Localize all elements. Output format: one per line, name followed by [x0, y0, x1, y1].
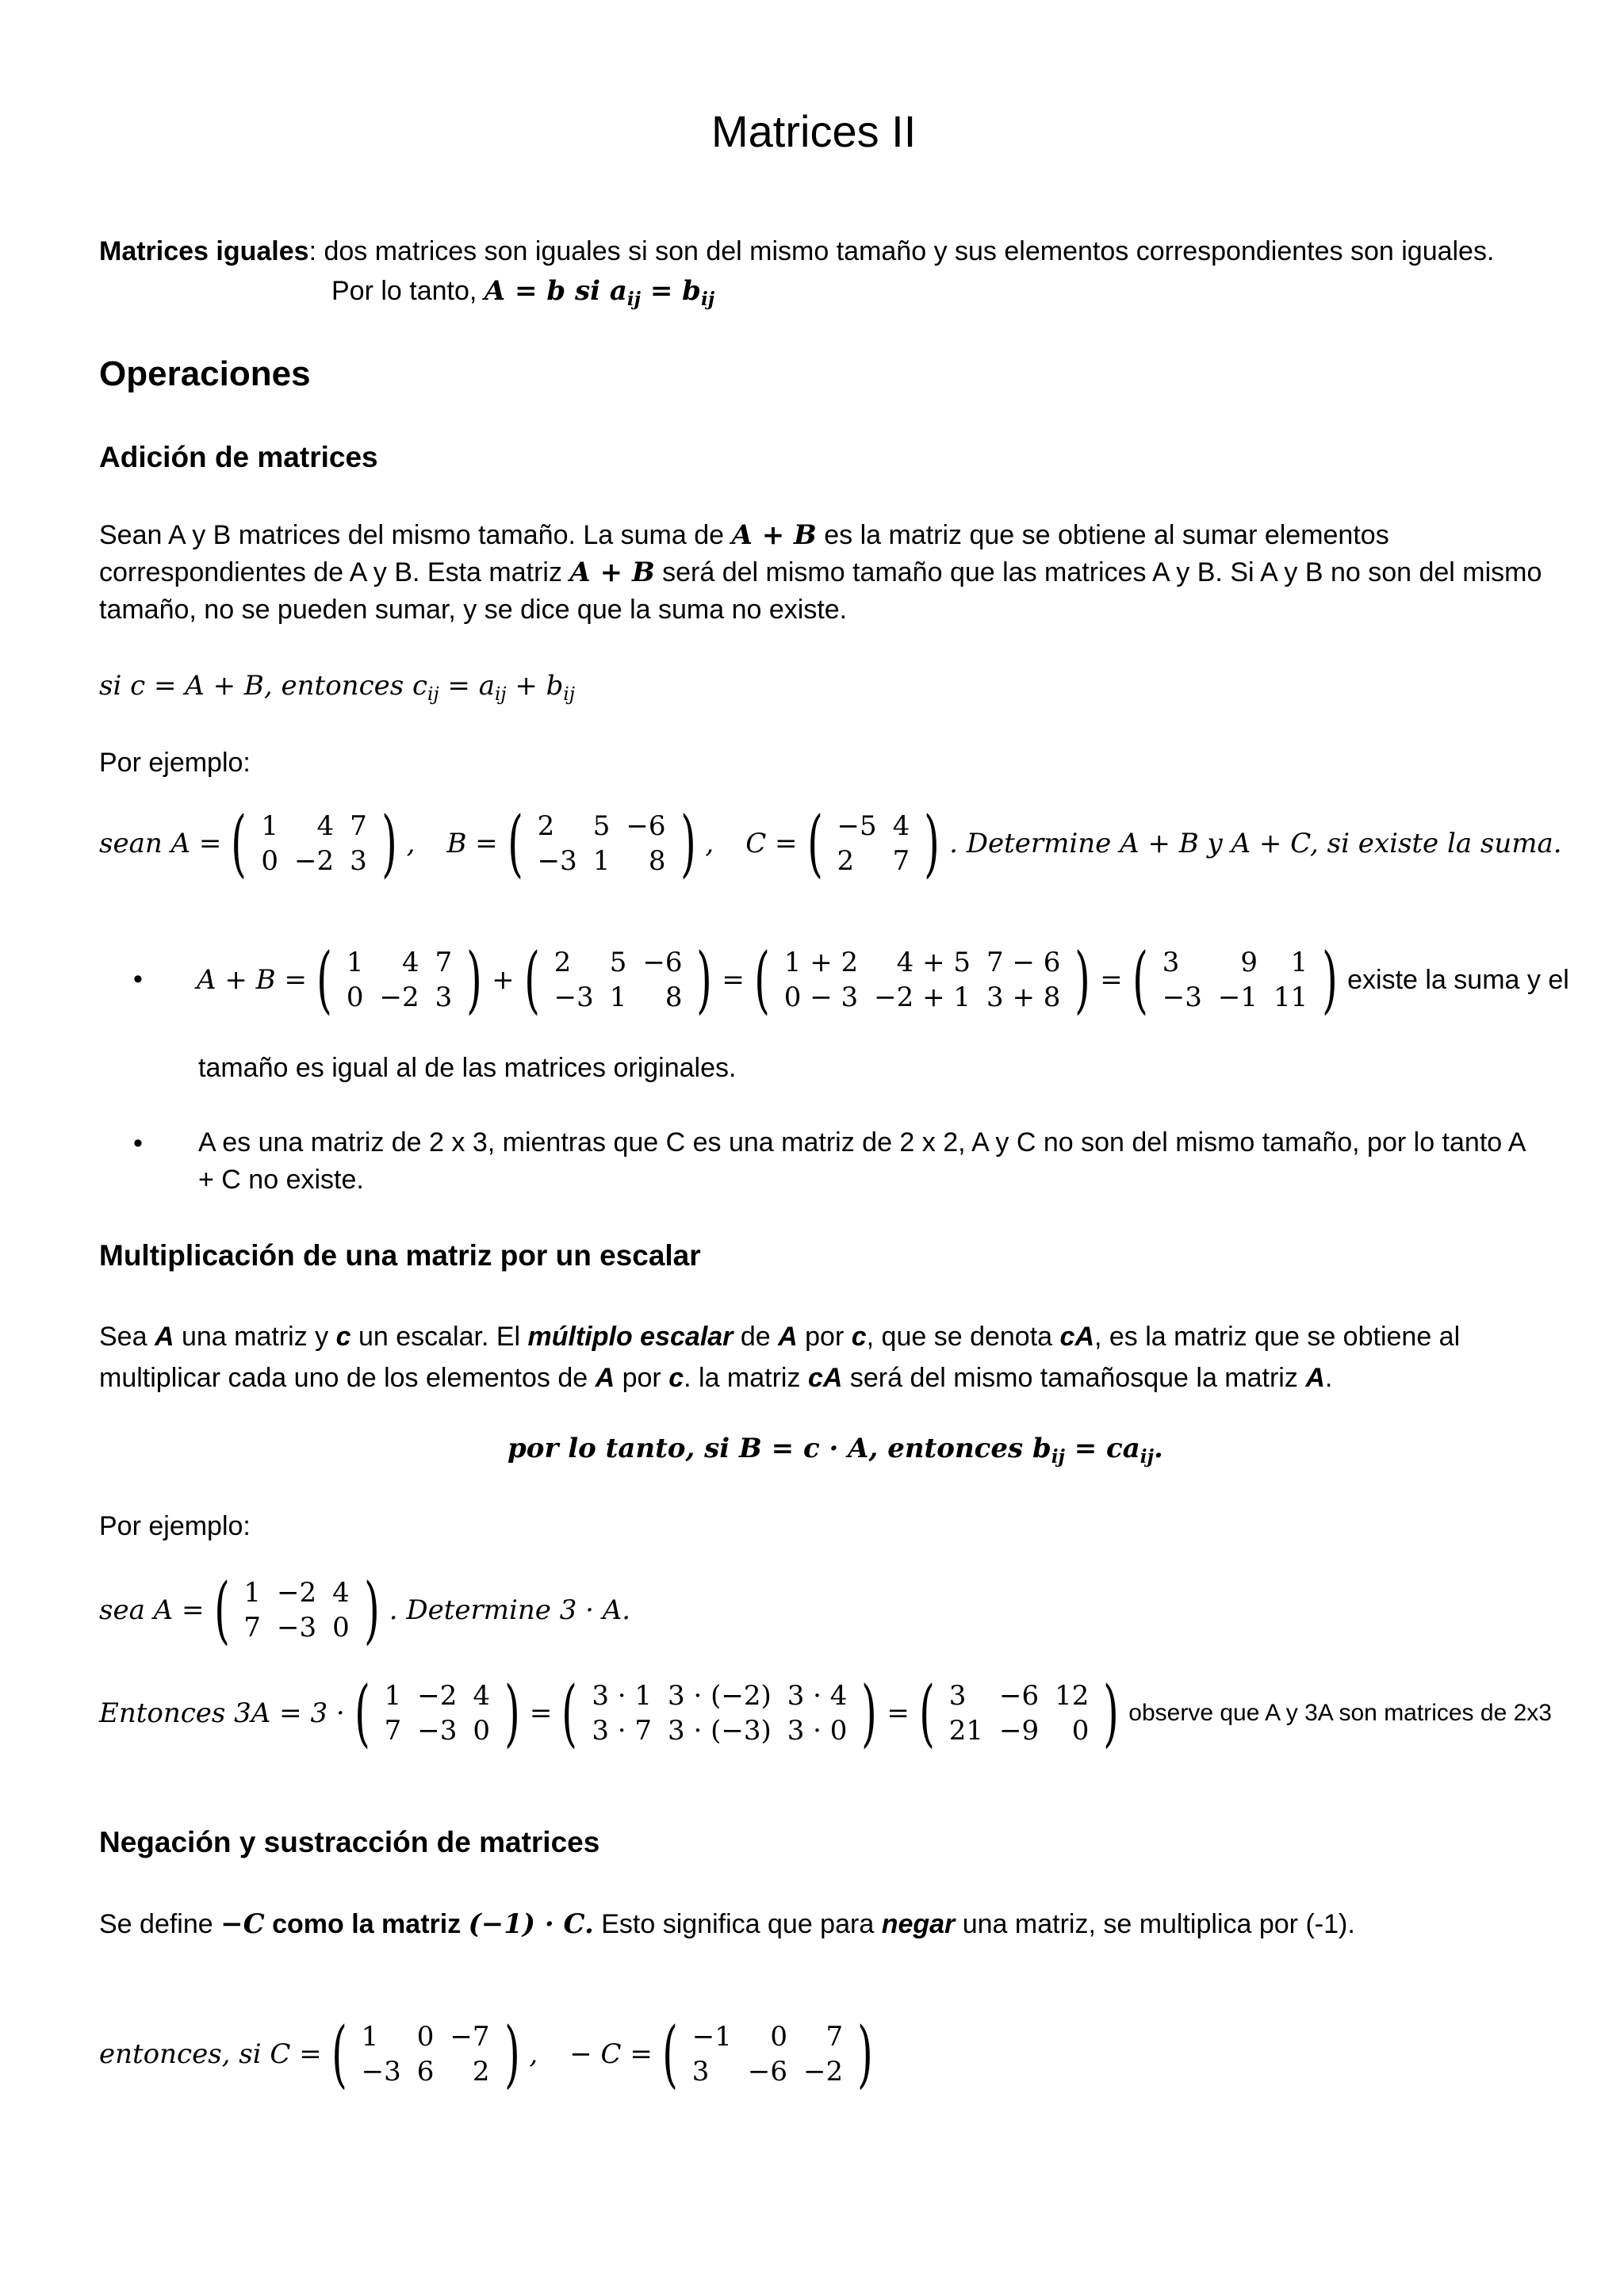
escalar-example: sea A = ( 1 −2 4 7 −3 0 ) . Determine 3 · A. [99, 1567, 631, 1652]
right-paren: ) [504, 2011, 520, 2096]
observe-note: observe que A y 3A son matrices de 2x3 [1128, 1700, 1552, 1726]
right-paren: ) [504, 1670, 520, 1755]
escalar-ejemplo-label: Por ejemplo: [99, 1511, 251, 1541]
matrix-cell: 3 · (−3) [668, 1715, 772, 1747]
matrix-scalar-a-copy [348, 1670, 527, 1755]
matrix-cell: 2 [537, 810, 555, 842]
matrix-cell: 9 [1240, 947, 1258, 978]
matrix-cell: −6 [999, 1680, 1040, 1712]
matrix-cell: −9 [999, 1715, 1040, 1747]
matrix-cell: −1 [1217, 982, 1258, 1013]
matrix-cell: 7 [243, 1612, 262, 1644]
right-paren: ) [1103, 1670, 1120, 1755]
matrix-cell: −2 [293, 845, 335, 877]
escalar-result-line: Entonces 3A = 3 · ( 1 −2 4 7 −3 0 ) = ( 3 · 1 3 · (−2) 3 · 4 3 · 7 3 · (−3) 3 · 0 ) = ( 3 −6 12 21 −9 0 ) observe que A y 3A son matrices de 2x3 [99, 1670, 1552, 1755]
matrix-cell: 3 + 8 [986, 982, 1061, 1013]
right-paren: ) [1322, 937, 1339, 1022]
left-paren: ( [331, 2011, 347, 2096]
matrix-cell: −3 [1162, 982, 1202, 1013]
matrix-cell: 5 [609, 947, 627, 978]
matrix-cell: −3 [417, 1715, 458, 1747]
left-paren: ( [316, 937, 332, 1022]
left-paren: ( [1132, 937, 1148, 1022]
matrix-cell: 3 [435, 982, 453, 1013]
matrix-scalar-a [208, 1567, 386, 1652]
left-paren: ( [918, 1670, 935, 1755]
matrix-cell: 4 [316, 810, 335, 842]
matrix-row [829, 844, 917, 878]
matrix-cell: −6 [747, 2056, 787, 2087]
operaciones-heading: Operaciones [99, 354, 311, 393]
matrix-row [377, 1678, 498, 1713]
matrix-row [236, 1610, 357, 1645]
matrix-cell: 0 [261, 845, 278, 877]
right-paren: ) [381, 801, 397, 886]
matrix-table [776, 945, 1069, 1015]
matrix-a [224, 801, 403, 886]
adicion-example-matrices: sean A = ( 1 4 7 0 −2 3 ) , B = ( 2 5 −6 −3 1 8 ) , C = ( −5 4 2 7 ) . Determine A + B y A + C, si existe la suma. [99, 801, 1562, 886]
c-label: C = [745, 828, 798, 859]
matrix-sum-expression [748, 937, 1097, 1022]
matrix-cell: 8 [648, 845, 666, 877]
matrix-table [584, 1678, 855, 1748]
matrix-row [1155, 980, 1316, 1015]
left-paren: ( [753, 937, 770, 1022]
matrix-cell: 4 [332, 1577, 350, 1609]
matrix-row [354, 2019, 498, 2054]
matrix-cell: 1 [243, 1577, 262, 1609]
matrix-cell: 1 [592, 845, 611, 877]
matrix-cell: 1 [384, 1680, 402, 1712]
matrix-cell: 7 [825, 2021, 844, 2053]
matrix-cell: 3 · 1 [592, 1680, 653, 1712]
matrix-cell: −2 [379, 982, 419, 1013]
matrix-cell: 1 [361, 2021, 379, 2053]
matrix-row [377, 1713, 498, 1748]
iguales-term: Matrices iguales [99, 236, 309, 266]
matrix-cell: 7 − 6 [986, 947, 1061, 978]
matrix-cell: 4 [473, 1680, 491, 1712]
matrix-cell: 21 [948, 1715, 983, 1747]
left-paren: ( [354, 1670, 370, 1755]
matrix-cell: −2 [277, 1577, 317, 1609]
matrix-row [546, 945, 691, 980]
adicion-paragraph: Sean A y B matrices del mismo tamaño. La suma de A + B es la matriz que se obtiene al sumar elementos correspondientes de A y B. Esta matriz A + B será del mismo tamaño que las matrices A y B. Si A y B no son del mismo tamaño, no se pueden sumar, y se dice que la suma no existe. [99, 519, 1542, 625]
matrix-row [829, 809, 917, 844]
matrix-row [253, 809, 374, 844]
matrix-row [1155, 945, 1316, 980]
matrix-cell: −5 [837, 810, 877, 842]
matrix-cell: 0 [473, 1715, 491, 1747]
matrix-row [684, 2019, 851, 2054]
matrix-cell: −3 [537, 845, 577, 877]
negacion-example: entonces, si C = ( 1 0 −7 −3 6 2 ) , − C = ( −1 0 7 3 −6 −2 ) [99, 2018, 883, 2091]
matrix-cell: 0 [1071, 1715, 1090, 1747]
matrix-row [941, 1678, 1097, 1713]
matrix-row [530, 844, 674, 878]
matrix-row [941, 1713, 1097, 1748]
left-paren: ( [213, 1567, 230, 1652]
left-paren: ( [661, 2011, 678, 2096]
matrix-cell: 3 [350, 845, 367, 877]
matrix-row [339, 945, 460, 980]
matrix-table [829, 809, 917, 878]
matrix-neg-result [656, 2011, 879, 2096]
matrix-cell: 1 [609, 982, 627, 1013]
matrix-cell: 0 [332, 1612, 350, 1644]
matrix-cell: 11 [1273, 982, 1308, 1013]
escalar-paragraph: Sea A una matriz y c un escalar. El múltiplo escalar de A por c, que se denota cA, es la matriz que se obtiene al multiplicar cada uno de los elementos de A por c. la matriz cA será del mismo tamañosque la matriz A. [99, 1322, 1461, 1393]
matrix-table [1155, 945, 1316, 1015]
matrix-cell: 1 + 2 [783, 947, 859, 978]
matrix-cell: 6 [416, 2056, 435, 2087]
negacion-definition: Se define −C como la matriz (−1) · C. Esto significa que para negar una matriz, se multiplica por (-1). [99, 1908, 1355, 1940]
matrix-cell: 3 · 4 [787, 1680, 848, 1712]
matrix-cell: −6 [626, 810, 666, 842]
bullet1-continuation: tamaño es igual al de las matrices originales. [198, 1053, 737, 1083]
matrix-cell: 4 [892, 810, 910, 842]
bullet-dot-1: • [133, 964, 143, 994]
matrix-row [236, 1575, 357, 1610]
right-paren: ) [857, 2011, 873, 2096]
matrix-c [801, 801, 947, 886]
matrix-cell: 0 − 3 [783, 982, 859, 1013]
matrix-cell: 3 [948, 1680, 967, 1712]
matrix-cell: 1 [261, 810, 278, 842]
matrix-cell: 3 [1162, 947, 1180, 978]
matrix-cell: 7 [435, 947, 453, 978]
matrix-row [354, 2054, 498, 2089]
right-paren: ) [696, 937, 713, 1022]
sean-a-label: sean A = [99, 828, 222, 859]
matrix-row [684, 2054, 851, 2089]
matrix-table [530, 809, 674, 878]
matrix-row [776, 945, 1069, 980]
matrix-cell: 3 [691, 2056, 710, 2087]
matrix-row [530, 809, 674, 844]
matrix-row [584, 1678, 855, 1713]
matrix-scalar-expression [555, 1670, 883, 1755]
matrix-cell: 0 [770, 2021, 787, 2053]
adicion-formula: si c = A + B, entonces $c_{ij} = a_{ij} + b_{ij}$ [99, 670, 575, 705]
matrix-cell: −3 [553, 982, 594, 1013]
matrix-row [584, 1713, 855, 1748]
matrix-cell: −2 + 1 [874, 982, 971, 1013]
matrix-cell: 0 [346, 982, 364, 1013]
matrix-cell: −6 [642, 947, 683, 978]
matrix-cell: −2 [417, 1680, 458, 1712]
matrix-row [339, 980, 460, 1015]
left-paren: ( [806, 801, 823, 886]
right-paren: ) [861, 1670, 878, 1755]
matrix-neg-c [325, 2011, 527, 2096]
iguales-formula-line [331, 277, 714, 308]
matrix-cell: 12 [1055, 1680, 1090, 1712]
matrix-table [684, 2019, 851, 2089]
bullet-dot-2: • [133, 1128, 143, 1158]
right-paren: ) [680, 801, 696, 886]
escalar-heading: Multiplicación de una matriz por un escalar [99, 1239, 701, 1272]
left-paren: ( [507, 801, 523, 886]
matrix-table [377, 1678, 498, 1748]
iguales-formula: A = b si $a_{ij} = b_{ij}$ [484, 275, 715, 310]
matrix-cell: −1 [691, 2021, 732, 2053]
adicion-ejemplo-label: Por ejemplo: [99, 748, 251, 778]
left-paren: ( [561, 1670, 578, 1755]
matrix-cell: 2 [837, 845, 855, 877]
negacion-heading: Negación y sustracción de matrices [99, 1826, 600, 1858]
matrix-scalar-result [913, 1670, 1125, 1755]
matrix-cell: −3 [277, 1612, 317, 1644]
matrix-cell: 3 · 7 [592, 1715, 653, 1747]
matrix-cell: 1 [346, 947, 364, 978]
b-label: B = [446, 828, 498, 859]
matrix-cell: 1 [1290, 947, 1308, 978]
matrix-table [253, 809, 374, 878]
left-paren: ( [523, 937, 540, 1022]
iguales-definition [99, 238, 1494, 265]
matrix-cell: 7 [892, 845, 910, 877]
right-paren: ) [924, 801, 940, 886]
matrix-cell: −2 [803, 2056, 844, 2087]
escalar-formula: por lo tanto, si B = c · A, entonces $b_{ij} = ca_{ij}$. [508, 1433, 1163, 1468]
matrix-row [546, 980, 691, 1015]
matrix-cell: 4 + 5 [896, 947, 971, 978]
matrix-cell: −3 [361, 2056, 401, 2087]
right-paren: ) [1074, 937, 1091, 1022]
matrix-cell: 7 [350, 810, 367, 842]
iguales-porlotanto: Por lo tanto, [331, 276, 477, 306]
matrix-cell: 4 [401, 947, 419, 978]
left-paren: ( [231, 801, 247, 886]
bullet1-tail: existe la suma y el [1347, 965, 1569, 995]
matrix-cell: 8 [665, 982, 683, 1013]
bullet2-text: A es una matriz de 2 x 3, mientras que C es una matriz de 2 x 2, A y C no son del mismo tamaño, por lo tanto A + C no existe. [198, 1127, 1525, 1195]
matrix-sum-result [1126, 937, 1344, 1022]
matrix-row [776, 980, 1069, 1015]
matrix-a-copy [310, 937, 488, 1022]
adicion-bullet-sum: A + B = ( 1 4 7 0 −2 3 ) + ( 2 5 −6 −3 1 8 ) = ( 1 + 2 4 + 5 7 − 6 0 − 3 −2 + 1 3 + 8 ) = ( 3 9 1 −3 −1 11 ) existe la suma y el [197, 937, 1569, 1022]
right-paren: ) [466, 937, 483, 1022]
adicion-heading: Adición de matrices [99, 441, 378, 473]
matrix-table [546, 945, 691, 1015]
matrix-cell: 3 · 0 [787, 1715, 848, 1747]
matrix-table [354, 2019, 498, 2089]
matrix-cell: 0 [416, 2021, 435, 2053]
iguales-text: : dos matrices son iguales si son del mismo tamaño y sus elementos correspondientes son iguales. [308, 236, 1495, 266]
page-title: Matrices II [711, 106, 917, 156]
matrix-row [253, 844, 374, 878]
right-paren: ) [363, 1567, 380, 1652]
matrix-table [339, 945, 460, 1015]
matrix-cell: −7 [450, 2021, 490, 2053]
matrix-table [941, 1678, 1097, 1748]
determine-text: . Determine A + B y A + C, si existe la suma. [949, 828, 1562, 859]
matrix-cell: 5 [592, 810, 611, 842]
matrix-cell: 2 [553, 947, 572, 978]
matrix-table [236, 1575, 357, 1645]
matrix-b-copy [518, 937, 719, 1022]
matrix-b [501, 801, 703, 886]
matrix-cell: 7 [384, 1715, 402, 1747]
matrix-cell: 2 [472, 2056, 490, 2087]
matrix-cell: 3 · (−2) [668, 1680, 772, 1712]
